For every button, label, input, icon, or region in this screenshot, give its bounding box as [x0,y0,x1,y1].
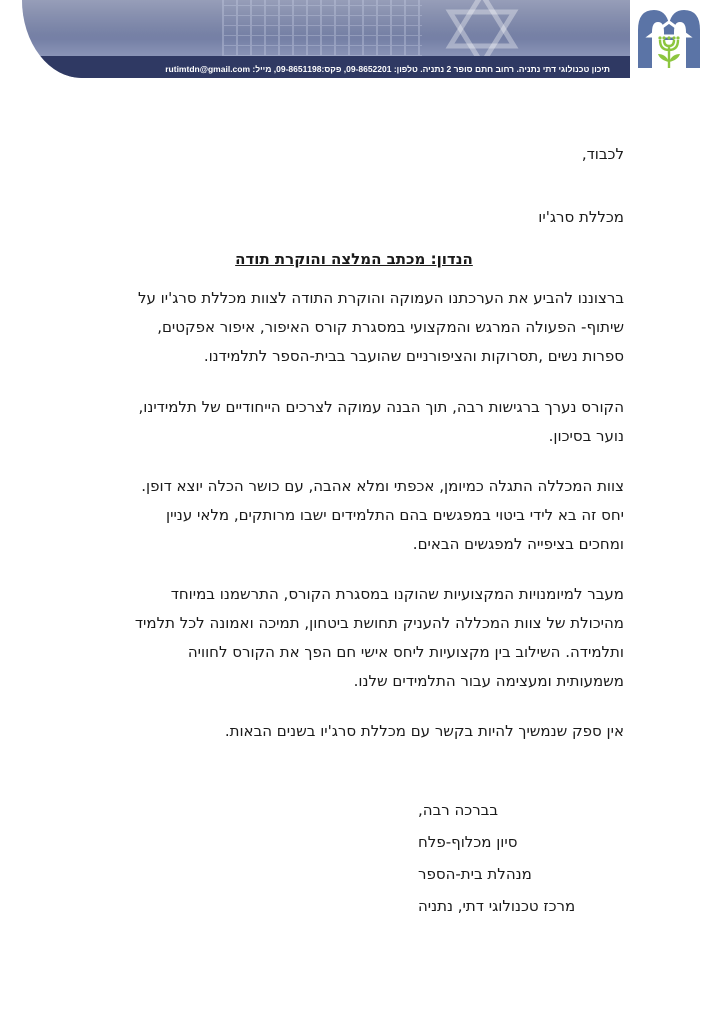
paragraph-line: שיתוף- הפעולה המרגש והמקצועי במסגרת קורס האיפור, איפור אפקטים, [157,318,624,336]
paragraph-line: ספרות נשים ,תסרוקות והציפורניים שהועבר בבית-הספר לתלמידנו. [203,347,624,365]
paragraph-line: הקורס נערך ברגישות רבה, תוך הבנה עמוקה לצרכים הייחודיים של תלמידינו, [138,398,624,416]
paragraph-line: צוות המכללה התגלה כמיומן, אכפתי ומלא אהבה, עם כושר הכלה יוצא דופן. [141,477,624,495]
paragraph-line: מהיכולת של צוות המכללה להעניק תחושת ביטחון, תמיכה ואמונה לכל תלמיד [134,614,624,632]
school-logo-icon [636,6,702,70]
signer-title: מנהלת בית-הספר [418,865,532,883]
subject-line: הנדון: מכתב המלצה והוקרת תודה [235,250,473,268]
paragraph-2 [84,393,624,451]
closing: בברכה רבה, [418,801,499,819]
paragraph-line: ותלמידה. השילוב בין מקצועיות ליחס אישי חם הפך את הקורס לחוויה [187,643,624,661]
paragraph-line: נוער בסיכון. [548,427,624,445]
paragraph-3 [84,472,624,559]
circuit-pattern [222,0,422,56]
signer-organization: מרכז טכנולוגי דתי, נתניה [418,897,576,915]
paragraph-line: אין ספק שנמשיך להיות בקשר עם מכללת סרג'יו בשנים הבאות. [224,722,624,740]
paragraph-4 [84,580,624,696]
signer-name: סיון מכלוף-פלח [418,833,518,851]
letterhead-banner [22,0,630,78]
paragraph-line: ברצוננו להביע את הערכתנו העמוקה והוקרת התודה לצוות מכללת סרג'יו על [138,289,624,307]
paragraph-5 [84,717,624,746]
paragraph-line: משמעותית ומעצימה עבור התלמידים שלנו. [353,672,624,690]
paragraph-line: יחס זה בא לידי ביטוי במפגשים בהם התלמידים ישבו מרותקים, מלאי עניין [166,506,624,524]
letterhead-address: תיכון טכנולוגי דתי נתניה. רחוב חתם סופר 2 נתניה. טלפון: 09-8652201, פקס:09-8651198, מייל: rutimtdn@gmail.com [165,64,610,74]
recipient: מכללת סרג'יו [538,208,624,226]
paragraph-line: ומחכים בציפייה למפגשים הבאים. [412,535,624,553]
paragraph-line: מעבר למיומנויות המקצועיות שהוקנו במסגרת הקורס, התרשמנו במיוחד [170,585,624,603]
salutation: לכבוד, [581,145,624,163]
star-of-david-icon [422,0,542,62]
paragraph-1 [84,284,624,371]
